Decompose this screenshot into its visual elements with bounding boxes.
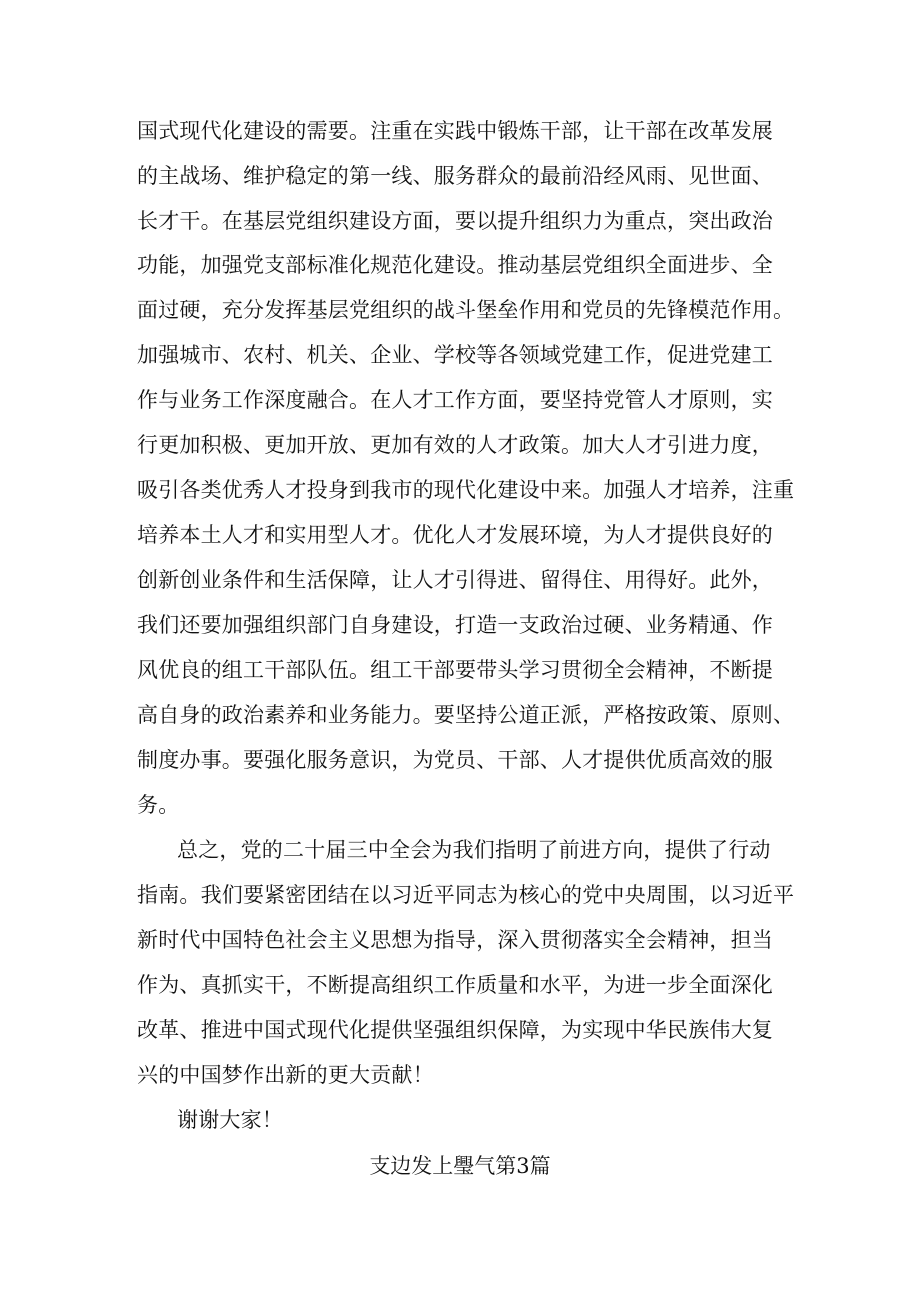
paragraph-1-line-13: 风优良的组工干部队伍。组工干部要带头学习贯彻全会精神，不断提 <box>137 658 773 682</box>
paragraph-1-line-5: 面过硬，充分发挥基层党组织的战斗堡垒作用和党员的先锋模范作用。 <box>137 298 795 322</box>
paragraph-1-line-15: 制度办事。要强化服务意识，为党员、干部、人才提供优质高效的服 <box>137 748 773 772</box>
paragraph-1-line-2: 的主战场、维护稳定的第一线、服务群众的最前沿经风雨、见世面、 <box>137 164 773 188</box>
paragraph-2-line-4: 作为、真抓实干，不断提高组织工作质量和水平，为进一步全面深化 <box>137 973 773 997</box>
paragraph-1-line-9: 吸引各类优秀人才投身到我市的现代化建设中来。加强人才培养，注重 <box>137 478 795 502</box>
paragraph-2-line-3: 新时代中国特色社会主义思想为指导，深入贯彻落实全会精神，担当 <box>137 928 773 952</box>
paragraph-1-line-16: 务。 <box>137 793 180 817</box>
paragraph-2-line-1: 总之，党的二十届三中全会为我们指明了前进方向，提供了行动 <box>177 838 771 862</box>
paragraph-1-line-14: 高自身的政治素养和业务能力。要坚持公道正派，严格按政策、原则、 <box>137 703 795 727</box>
paragraph-1-line-12: 我们还要加强组织部门自身建设，打造一支政治过硬、业务精通、作 <box>137 613 773 637</box>
paragraph-2-line-5: 改革、推进中国式现代化提供坚强组织保障，为实现中华民族伟大复 <box>137 1018 773 1042</box>
paragraph-1-line-4: 功能，加强党支部标准化规范化建设。推动基层党组织全面进步、全 <box>137 253 773 277</box>
paragraph-1-line-8: 行更加积极、更加开放、更加有效的人才政策。加大人才引进力度， <box>137 433 773 457</box>
paragraph-2-line-2: 指南。我们要紧密团结在以习近平同志为核心的党中央周围，以习近平 <box>137 883 795 907</box>
paragraph-1-line-10: 培养本土人才和实用型人才。优化人才发展环境，为人才提供良好的 <box>137 523 773 547</box>
section-heading: 支边发上璺气第3篇 <box>369 1154 551 1178</box>
paragraph-1-line-11: 创新创业条件和生活保障，让人才引得进、留得住、用得好。此外， <box>137 568 773 592</box>
paragraph-2-line-6: 兴的中国梦作出新的更大贡献！ <box>137 1063 434 1087</box>
closing-line: 谢谢大家！ <box>177 1108 283 1132</box>
paragraph-1-line-3: 长才干。在基层党组织建设方面，要以提升组织力为重点，突出政治 <box>137 209 773 233</box>
paragraph-1-line-6: 加强城市、农村、机关、企业、学校等各领域党建工作，促进党建工 <box>137 343 773 367</box>
paragraph-1-line-1: 国式现代化建设的需要。注重在实践中锻炼干部，让干部在改革发展 <box>137 119 773 143</box>
paragraph-1-line-7: 作与业务工作深度融合。在人才工作方面，要坚持党管人才原则，实 <box>137 388 773 412</box>
